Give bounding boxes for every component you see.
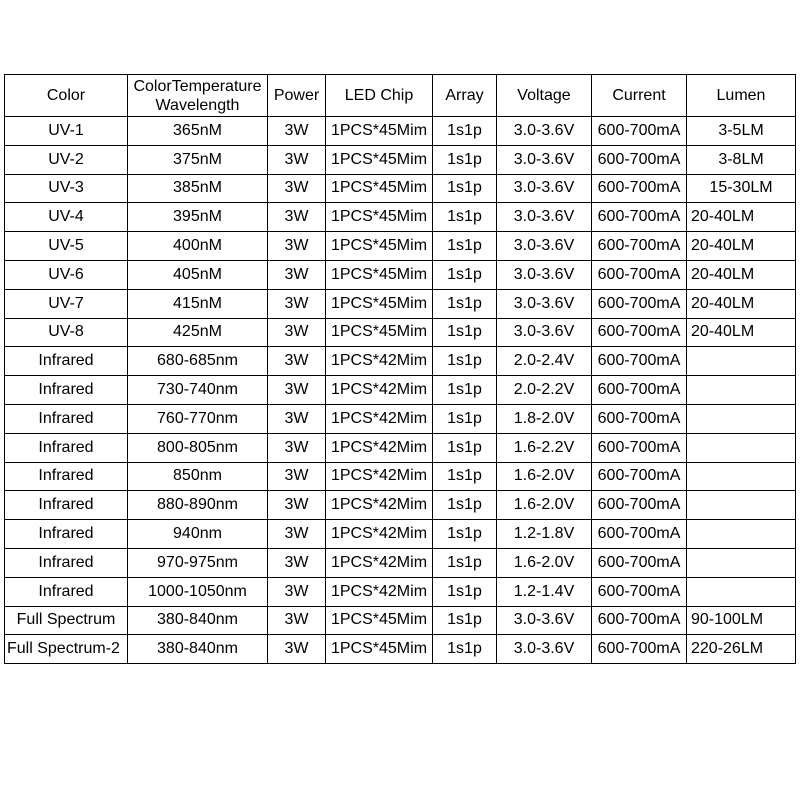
cell-power: 3W [268, 491, 326, 520]
cell-led-chip: 1PCS*42Mim [326, 462, 433, 491]
cell-array: 1s1p [433, 318, 497, 347]
cell-array: 1s1p [433, 404, 497, 433]
header-cell-array: Array [433, 75, 497, 117]
cell-lumen [687, 491, 796, 520]
cell-color: UV-5 [5, 232, 128, 261]
cell-array: 1s1p [433, 260, 497, 289]
cell-color: UV-2 [5, 145, 128, 174]
cell-wavelength: 680-685nm [128, 347, 268, 376]
cell-current: 600-700mA [592, 347, 687, 376]
cell-color: UV-3 [5, 174, 128, 203]
cell-power: 3W [268, 520, 326, 549]
cell-color: Full Spectrum [5, 606, 128, 635]
cell-color: Infrared [5, 491, 128, 520]
cell-color: Infrared [5, 548, 128, 577]
cell-wavelength: 395nM [128, 203, 268, 232]
cell-lumen: 220-26LM [687, 635, 796, 664]
cell-current: 600-700mA [592, 491, 687, 520]
cell-wavelength: 970-975nm [128, 548, 268, 577]
cell-voltage: 3.0-3.6V [497, 635, 592, 664]
cell-lumen [687, 376, 796, 405]
cell-color: Infrared [5, 347, 128, 376]
cell-voltage: 3.0-3.6V [497, 260, 592, 289]
cell-led-chip: 1PCS*45Mim [326, 289, 433, 318]
cell-color: Infrared [5, 577, 128, 606]
table-row [5, 404, 796, 433]
header-cell-voltage: Voltage [497, 75, 592, 117]
cell-led-chip: 1PCS*45Mim [326, 635, 433, 664]
cell-voltage: 3.0-3.6V [497, 318, 592, 347]
cell-led-chip: 1PCS*42Mim [326, 404, 433, 433]
cell-color: UV-4 [5, 203, 128, 232]
cell-lumen: 3-5LM [687, 117, 796, 146]
cell-array: 1s1p [433, 491, 497, 520]
cell-voltage: 1.8-2.0V [497, 404, 592, 433]
table-row [5, 117, 796, 146]
cell-wavelength: 850nm [128, 462, 268, 491]
cell-power: 3W [268, 376, 326, 405]
cell-lumen: 15-30LM [687, 174, 796, 203]
table-row [5, 548, 796, 577]
cell-color: UV-8 [5, 318, 128, 347]
cell-array: 1s1p [433, 232, 497, 261]
table-row [5, 145, 796, 174]
cell-led-chip: 1PCS*42Mim [326, 520, 433, 549]
cell-array: 1s1p [433, 117, 497, 146]
cell-wavelength: 385nM [128, 174, 268, 203]
cell-power: 3W [268, 577, 326, 606]
cell-lumen: 20-40LM [687, 260, 796, 289]
cell-lumen: 20-40LM [687, 203, 796, 232]
cell-power: 3W [268, 548, 326, 577]
cell-wavelength: 940nm [128, 520, 268, 549]
cell-wavelength: 760-770nm [128, 404, 268, 433]
cell-array: 1s1p [433, 174, 497, 203]
cell-power: 3W [268, 318, 326, 347]
cell-current: 600-700mA [592, 145, 687, 174]
cell-lumen [687, 462, 796, 491]
cell-wavelength: 415nM [128, 289, 268, 318]
cell-led-chip: 1PCS*45Mim [326, 606, 433, 635]
cell-wavelength: 730-740nm [128, 376, 268, 405]
cell-color: UV-1 [5, 117, 128, 146]
cell-power: 3W [268, 232, 326, 261]
led-spec-table [4, 74, 796, 664]
cell-array: 1s1p [433, 462, 497, 491]
cell-color: Infrared [5, 462, 128, 491]
cell-array: 1s1p [433, 548, 497, 577]
cell-power: 3W [268, 347, 326, 376]
cell-color: Infrared [5, 376, 128, 405]
cell-wavelength: 400nM [128, 232, 268, 261]
cell-voltage: 1.6-2.0V [497, 462, 592, 491]
cell-power: 3W [268, 404, 326, 433]
cell-lumen [687, 433, 796, 462]
table-row [5, 174, 796, 203]
cell-power: 3W [268, 635, 326, 664]
cell-voltage: 3.0-3.6V [497, 232, 592, 261]
cell-current: 600-700mA [592, 203, 687, 232]
table-row [5, 433, 796, 462]
cell-color: UV-7 [5, 289, 128, 318]
cell-current: 600-700mA [592, 548, 687, 577]
cell-power: 3W [268, 433, 326, 462]
cell-current: 600-700mA [592, 462, 687, 491]
cell-power: 3W [268, 462, 326, 491]
cell-color: Infrared [5, 520, 128, 549]
cell-wavelength: 365nM [128, 117, 268, 146]
table-row [5, 289, 796, 318]
cell-led-chip: 1PCS*42Mim [326, 376, 433, 405]
header-cell-power: Power [268, 75, 326, 117]
cell-lumen [687, 577, 796, 606]
cell-lumen: 3-8LM [687, 145, 796, 174]
cell-voltage: 2.0-2.2V [497, 376, 592, 405]
cell-array: 1s1p [433, 347, 497, 376]
cell-wavelength: 375nM [128, 145, 268, 174]
table-row [5, 606, 796, 635]
table-row [5, 520, 796, 549]
table-row [5, 232, 796, 261]
cell-current: 600-700mA [592, 433, 687, 462]
cell-current: 600-700mA [592, 117, 687, 146]
cell-wavelength: 380-840nm [128, 606, 268, 635]
cell-lumen: 20-40LM [687, 318, 796, 347]
cell-voltage: 3.0-3.6V [497, 289, 592, 318]
cell-led-chip: 1PCS*42Mim [326, 548, 433, 577]
table-row [5, 462, 796, 491]
cell-lumen: 20-40LM [687, 232, 796, 261]
cell-led-chip: 1PCS*42Mim [326, 433, 433, 462]
cell-lumen [687, 347, 796, 376]
cell-current: 600-700mA [592, 376, 687, 405]
cell-current: 600-700mA [592, 174, 687, 203]
cell-wavelength: 405nM [128, 260, 268, 289]
cell-current: 600-700mA [592, 260, 687, 289]
cell-color: Infrared [5, 433, 128, 462]
cell-current: 600-700mA [592, 318, 687, 347]
cell-array: 1s1p [433, 520, 497, 549]
cell-voltage: 3.0-3.6V [497, 174, 592, 203]
cell-voltage: 3.0-3.6V [497, 606, 592, 635]
cell-led-chip: 1PCS*45Mim [326, 318, 433, 347]
cell-voltage: 1.2-1.4V [497, 577, 592, 606]
cell-led-chip: 1PCS*45Mim [326, 117, 433, 146]
cell-power: 3W [268, 289, 326, 318]
cell-array: 1s1p [433, 433, 497, 462]
cell-array: 1s1p [433, 145, 497, 174]
table-row [5, 376, 796, 405]
cell-wavelength: 380-840nm [128, 635, 268, 664]
table-row [5, 260, 796, 289]
cell-current: 600-700mA [592, 635, 687, 664]
cell-voltage: 3.0-3.6V [497, 145, 592, 174]
cell-power: 3W [268, 145, 326, 174]
header-cell-wavelength: ColorTemperature Wavelength [128, 75, 268, 117]
cell-array: 1s1p [433, 577, 497, 606]
cell-led-chip: 1PCS*42Mim [326, 347, 433, 376]
cell-led-chip: 1PCS*42Mim [326, 577, 433, 606]
cell-current: 600-700mA [592, 232, 687, 261]
cell-current: 600-700mA [592, 520, 687, 549]
table-row [5, 577, 796, 606]
table-row [5, 347, 796, 376]
cell-power: 3W [268, 203, 326, 232]
cell-voltage: 1.6-2.0V [497, 548, 592, 577]
table-row [5, 318, 796, 347]
cell-voltage: 2.0-2.4V [497, 347, 592, 376]
cell-power: 3W [268, 117, 326, 146]
cell-wavelength: 1000-1050nm [128, 577, 268, 606]
cell-led-chip: 1PCS*45Mim [326, 260, 433, 289]
cell-power: 3W [268, 606, 326, 635]
cell-voltage: 3.0-3.6V [497, 117, 592, 146]
header-row [5, 75, 796, 117]
cell-array: 1s1p [433, 635, 497, 664]
cell-color: Infrared [5, 404, 128, 433]
cell-color: UV-6 [5, 260, 128, 289]
cell-lumen [687, 548, 796, 577]
cell-wavelength: 425nM [128, 318, 268, 347]
cell-lumen [687, 520, 796, 549]
cell-voltage: 3.0-3.6V [497, 203, 592, 232]
cell-color: Full Spectrum-2 [5, 635, 128, 664]
cell-current: 600-700mA [592, 289, 687, 318]
cell-current: 600-700mA [592, 577, 687, 606]
header-cell-lumen: Lumen [687, 75, 796, 117]
cell-current: 600-700mA [592, 606, 687, 635]
cell-led-chip: 1PCS*45Mim [326, 203, 433, 232]
cell-current: 600-700mA [592, 404, 687, 433]
cell-voltage: 1.6-2.2V [497, 433, 592, 462]
cell-lumen: 20-40LM [687, 289, 796, 318]
cell-lumen: 90-100LM [687, 606, 796, 635]
table-row [5, 203, 796, 232]
cell-lumen [687, 404, 796, 433]
cell-led-chip: 1PCS*45Mim [326, 145, 433, 174]
cell-array: 1s1p [433, 289, 497, 318]
cell-wavelength: 800-805nm [128, 433, 268, 462]
cell-power: 3W [268, 260, 326, 289]
table-body [5, 117, 796, 664]
cell-power: 3W [268, 174, 326, 203]
table-row [5, 635, 796, 664]
header-cell-color: Color [5, 75, 128, 117]
cell-led-chip: 1PCS*45Mim [326, 232, 433, 261]
header-cell-led-chip: LED Chip [326, 75, 433, 117]
cell-wavelength: 880-890nm [128, 491, 268, 520]
cell-array: 1s1p [433, 606, 497, 635]
cell-voltage: 1.6-2.0V [497, 491, 592, 520]
cell-led-chip: 1PCS*45Mim [326, 174, 433, 203]
cell-array: 1s1p [433, 376, 497, 405]
cell-voltage: 1.2-1.8V [497, 520, 592, 549]
table-row [5, 491, 796, 520]
header-cell-current: Current [592, 75, 687, 117]
cell-array: 1s1p [433, 203, 497, 232]
cell-led-chip: 1PCS*42Mim [326, 491, 433, 520]
